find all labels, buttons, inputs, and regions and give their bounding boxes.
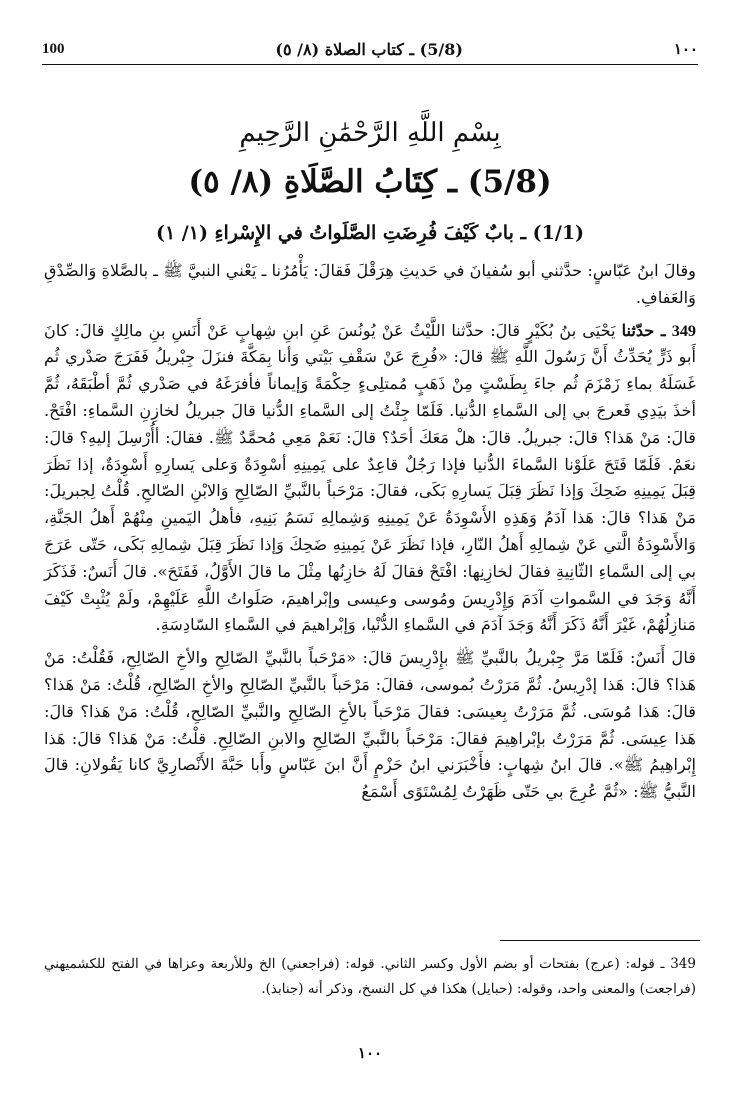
basmala: بِسْمِ اللَّهِ الرَّحْمَٰنِ الرَّحِيمِ (239, 118, 501, 148)
hadith-continuation-paragraph: قالَ أَنَسٌ: فَلَمّا مَرَّ جِبْريلُ بالنَّبيِّ ﷺ بإِدْرِيسَ قالَ: «مَرْحَباً بالنَّبيِّ الصّالِحِ والأخِ الصّالِحِ، فَقُلْتُ: مَنْ هَذا؟ قالَ: هَذا إدْرِيسُ. ثُمَّ مَرَرْتُ بُموسى، فقالَ: مَرْحَباً بالنَّبيِّ الصّالِحِ والأخِ الصّالِحِ، قُلْتُ: مَنْ هَذا؟ قالَ: هَذا مُوسَى. ثُمَّ مَرَرْتُ بِعيسَى: فقالَ مَرْحَباً بالأخِ الصّالِحِ والنَّبيِّ الصّالِحِ، قُلْتُ: مَنْ هَذا؟ قالَ: هَذا عِيسَى. ثُمَّ مَرَرْتُ بإبْراهِيمَ فقالَ: مَرْحَباً بالنَّبيِّ الصّالِحِ والابنِ الصّالِحِ. قلْتُ: مَنْ هَذا؟ قالَ: هَذا إِبْراهِيمُ ﷺ». قالَ ابنُ شِهابٍ: فأَخْبَرَني ابنُ حَزْمٍ أَنَّ ابنَ عَبّاسٍ وأَبا حَبَّةَ الأَنْصارِيَّ كانا يَقُولانِ: قالَ النَّبيُّ ﷺ: «ثُمَّ عُرِجَ بي حَتّى ظَهَرْتُ لِمُسْتَوًى أَسْمَعُ (44, 648, 696, 802)
main-text (44, 258, 696, 806)
intro-paragraph: وقالَ ابنُ عَبّاسٍ: حدَّثني أبو سُفيانَ في حَديثِ هِرَقْلَ فَقالَ: يَأْمُرُنا ـ يَعْني النبيَّ ﷺ ـ بالصَّلاةِ وَالصِّدْقِ وَالعَفافِ. (44, 261, 696, 307)
page-number-arabic: ١٠٠ (673, 40, 698, 58)
hadith-text: يَحْيَى بنُ بُكَيْرٍ قالَ: حدَّثنا اللَّيْثُ عَنْ يُونُسَ عَنِ ابنِ شِهابٍ عَنْ أَنَسِ بنِ مالِكٍ قالَ: كانَ أَبو ذَرٍّ يُحَدِّثُ أَنَّ رَسُولَ اللَّهِ ﷺ قالَ: «فُرِجَ عَنْ سَقْفِ بَيْتي وَأنا بِمَكَّةَ فنزَلَ جِبْريلُ فَفَرَجَ صَدْري ثُم غَسَلَهُ بماءِ زَمْزَمَ ثُم جاءَ بِطَسْتٍ مِنْ ذَهَبٍ مُمتلِىءٍ حِكْمَةً وَإيماناً فأفرَغَهُ في صَدْري ثُمَّ أطْبَقَهُ، ثُمَّ أخذَ بيَدِي فَعرجَ بي إلى السَّماءِ الدُّنيا. فَلَمّا جِئْتُ إلى السَّماءِ الدُّنيا قالَ جبريلُ لخازِنِ السَّماءِ: افْتَحْ. قالَ: مَنْ هَذا؟ قالَ: جبريلُ. قالَ: هلْ مَعَكَ أحَدٌ؟ قالَ: نَعَمْ مَعِي مُحمَّدٌ ﷺ. فقالَ: أأُرْسِلَ إليهِ؟ قالَ: نعَمْ. فَلَمّا فَتَحَ عَلَوْنا السَّماءَ الدُّنيا فإذا رَجُلٌ قاعِدٌ على يَمِينِهِ أسْوِدَةٌ وَعلى يَسارِهِ أَسْوِدَةٌ، إذا نَظَرَ قِبَلَ يَمِينِهِ ضَحِكَ وَإذا نَظَرَ قِبَلَ يَسارِهِ بَكَى، فقالَ: مَرْحَباً بالنَّبيِّ الصّالِحِ وَالابْنِ الصّالحِ. قُلْتُ لِجبريلَ: مَنْ هَذا؟ قالَ: هَذا آدَمُ وَهَذِهِ الأَسْوِدَةُ عَنْ يَمِينِهِ وَشِمالِهِ نَسَمُ بَنِيهِ، فأهلُ اليَمينِ مِنْهُمْ أَهلُ الجَنَّةِ، وَالأَسْوِدَةُ الَّتي عَنْ شِمالِهِ أَهلُ النّارِ، فإذا نَظَرَ عَنْ يَمِينِهِ ضَحِكَ وَإذا نَظَرَ قِبَلَ شِمالِهِ بَكَى، حَتّى عَرَجَ بي إلى السَّماءِ الثّانِيةِ فقالَ لخازِنِها: افْتَحْ فقالَ لَهُ خازِنُها مِثْلَ ما قالَ الأَوَّلُ، فَفَتَحَ». قالَ أَنَسٌ: فَذَكَرَ أَنَّهُ وَجَدَ في السَّمواتِ آدَمَ وَإِدْرِيسَ ومُوسى وعيسى وإبْراهيمَ، صَلَواتُ اللَّهِ عَلَيْهِمْ، ولَمْ يُثْبِتْ كَيْفَ مَنازِلُهُمْ، غَيْرَ أَنَّهُ ذَكَرَ أَنَّهُ وَجَدَ آدَمَ في السَّماءِ الدُّنْيا، وَإبْراهيمَ في السَّماءِ السّادِسَةِ. (44, 320, 696, 635)
page-footer-number: ١٠٠ (357, 1044, 383, 1062)
hadith-paragraph (44, 318, 696, 640)
header-divider (42, 64, 698, 65)
footnote: 349 ـ قوله: (عرج) بفتحات أو بضم الأول وكسر الثاني. قوله: (فراجعني) الخ وللأربعة وعزاها في الفتح للكشميهني (فراجعت) والمعنى واحد، وقوله: (حبايل) هكذا في كل النسخ، وذكر أنه (جنابذ). (44, 956, 696, 997)
running-header-title: (5/8) ـ كتاب الصلاة (٨/ ٥) (275, 39, 463, 59)
running-header (42, 34, 698, 64)
hadith-number: 349 (671, 321, 696, 340)
chapter-title: (1/1) ـ بابٌ كَيْفَ فُرِضَتِ الصَّلَواتُ في الإِسْراءِ (١/ ١) (155, 222, 585, 244)
footnote-divider (500, 940, 700, 941)
page-number-latin: 100 (42, 40, 65, 57)
hadith-opening: ـ حدّثنا (621, 320, 666, 340)
book-title: (5/8) ـ كِتَابُ الصَّلَاةِ (٨/ ٥) (188, 164, 552, 200)
